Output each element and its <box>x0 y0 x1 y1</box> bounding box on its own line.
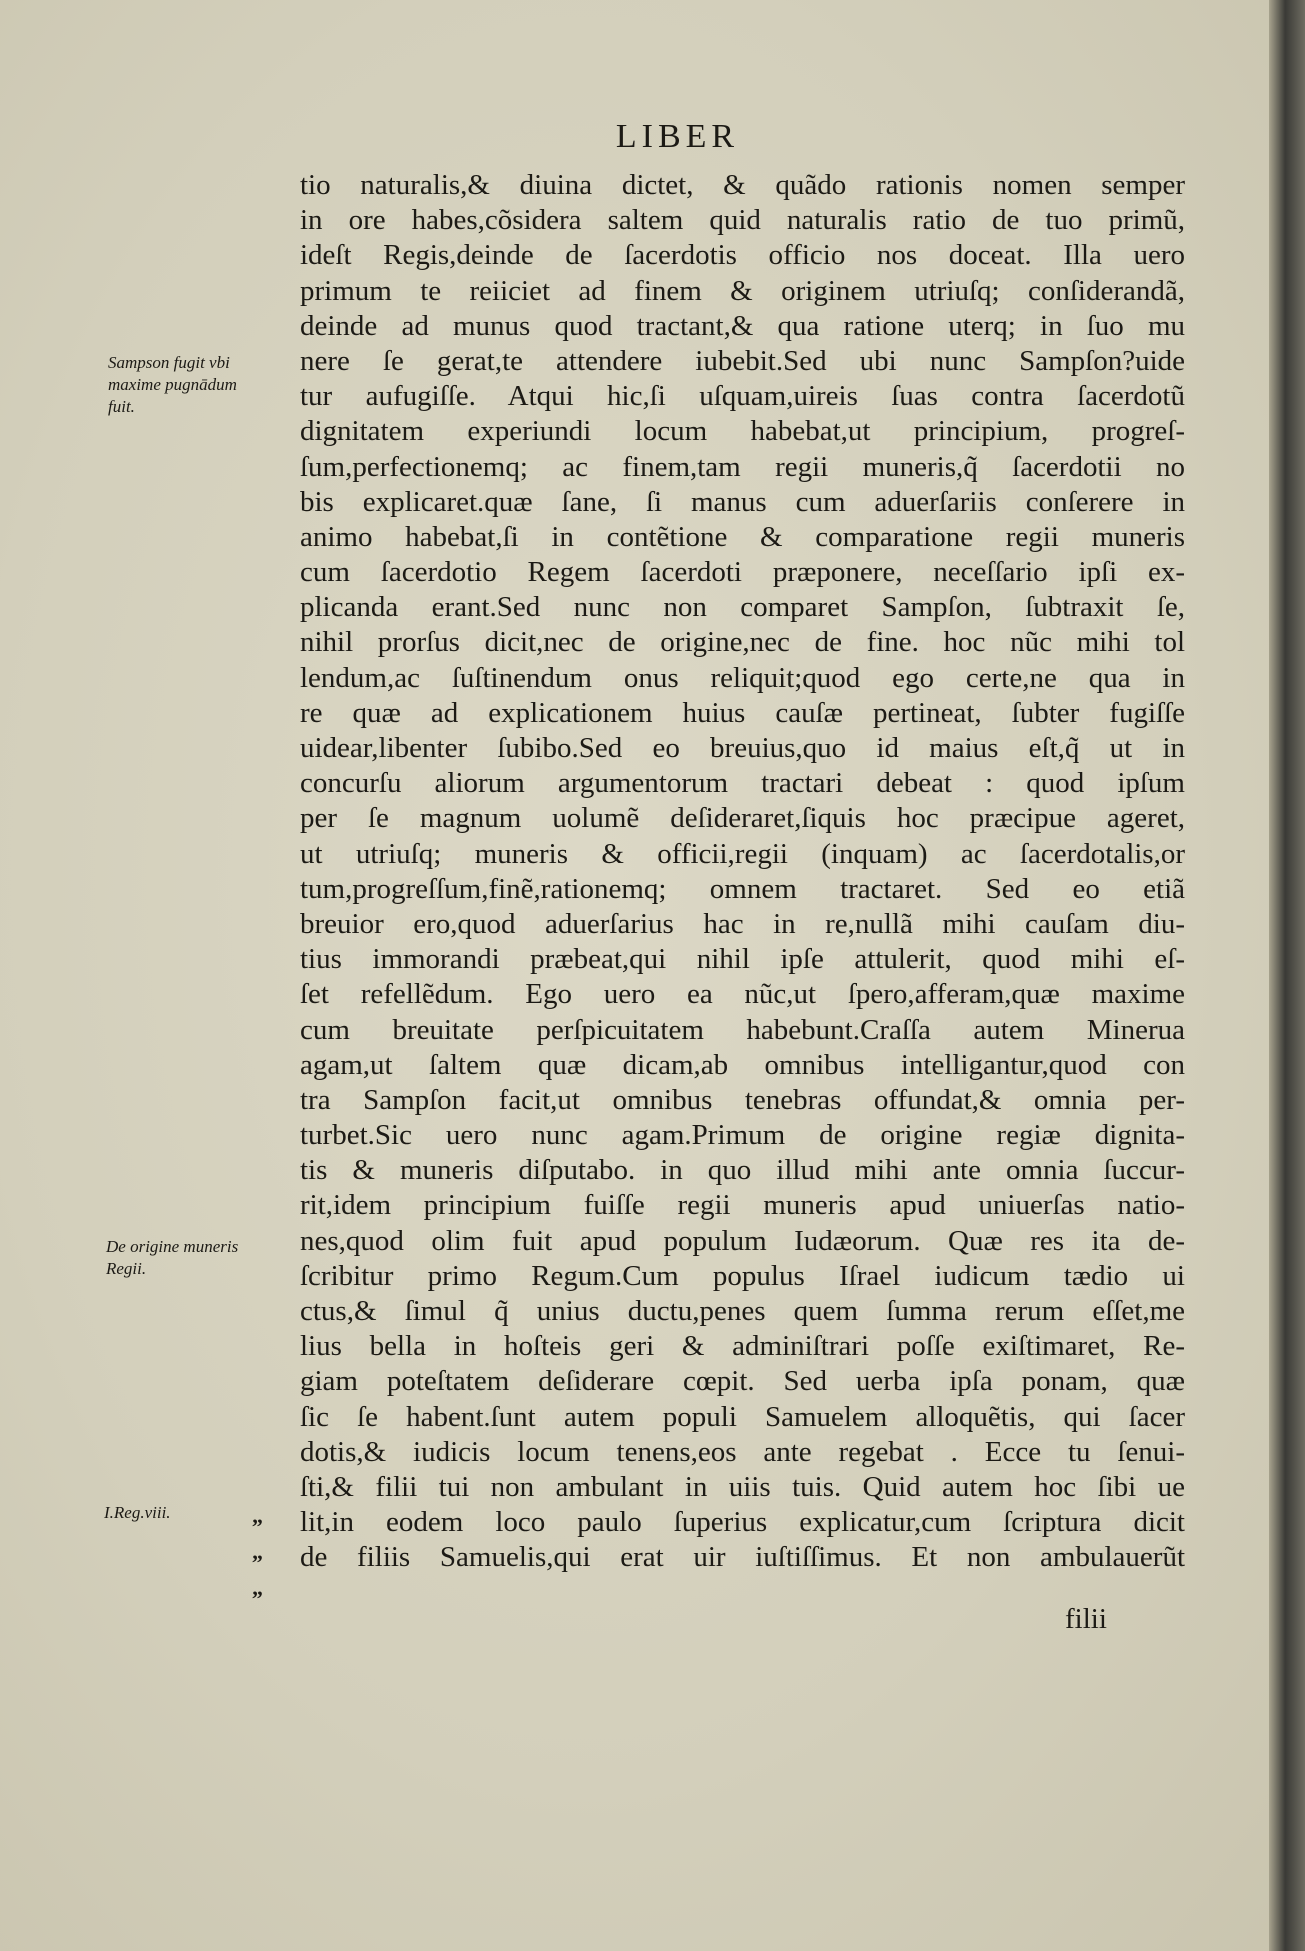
text-line: tra Sampſon facit,ut omnibus tenebras offundat,& omnia per- <box>300 1083 1185 1116</box>
text-line: lendum,ac ſuſtinendum onus reliquit;quod ego certe,ne qua in <box>300 661 1185 694</box>
text-line: uidear,libenter ſubibo.Sed eo breuius,quo id maius eſt,q̃ ut in <box>300 732 1185 764</box>
text-line: lit,in eodem loco paulo ſuperius explicatur,cum ſcriptura dicit <box>300 1506 1185 1539</box>
margin-note-line: maxime pugnādum <box>108 375 237 394</box>
text-line: in ore habes,cõsidera saltem quid naturalis ratio de tuo primũ, <box>300 204 1185 237</box>
text-line: de filiis Samuelis,qui erat uir iuſtiſſimus. Et non ambulauerũt <box>300 1541 1185 1574</box>
text-line: lius bella in hoſteis geri & adminiſtrari poſſe exiſtimaret, Re- <box>300 1330 1185 1363</box>
quote-mark: „ <box>252 1503 263 1528</box>
text-line: rit,idem principium fuiſſe regii muneris apud uniuerſas natio- <box>300 1189 1185 1222</box>
book-gutter <box>1269 0 1305 1951</box>
main-text-block <box>300 168 1185 1576</box>
text-line: tum,progreſſum,finẽ,rationemq; omnem tractaret. Sed eo etiã <box>300 872 1185 905</box>
text-line: ut utriuſq; muneris & officii,regii (inquam) ac ſacerdotalis,or <box>300 837 1185 870</box>
text-line: turbet.Sic uero nunc agam.Primum de origine regiæ dignita- <box>300 1119 1185 1152</box>
text-line: plicanda erant.Sed nunc non comparet Sampſon, ſubtraxit ſe, <box>300 591 1185 624</box>
quote-mark: „ <box>252 1539 263 1564</box>
text-line: cum breuitate perſpicuitatem habebunt.Craſſa autem Minerua <box>300 1013 1185 1046</box>
text-line: ſic ſe habent.ſunt autem populi Samuelem alloquẽtis, qui ſacer <box>300 1400 1185 1433</box>
text-line: dotis,& iudicis locum tenens,eos ante regebat . Ecce tu ſenui- <box>300 1435 1185 1468</box>
running-head: LIBER <box>615 118 740 155</box>
text-line: cum ſacerdotio Regem ſacerdoti præponere, neceſſario ipſi ex- <box>300 556 1185 589</box>
text-line: breuior ero,quod aduerſarius hac in re,nullã mihi cauſam diu- <box>300 907 1185 940</box>
text-line: agam,ut ſaltem quæ dicam,ab omnibus intelligantur,quod con <box>300 1048 1185 1081</box>
text-line: ſet refellẽdum. Ego uero ea nũc,ut ſpero,afferam,quæ maxime <box>300 978 1185 1011</box>
text-line: ſum,perfectionemq; ac finem,tam regii muneris,q̃ ſacerdotii no <box>300 450 1185 483</box>
text-line: ideſt Regis,deinde de ſacerdotis officio nos doceat. Illa uero <box>300 239 1185 272</box>
text-line: ctus,& ſimul q̃ unius ductu,penes quem ſumma rerum eſſet,me <box>300 1295 1185 1327</box>
text-line: primum te reiiciet ad finem & originem utriuſq; conſiderandã, <box>300 274 1185 307</box>
text-line: animo habebat,ſi in contẽtione & comparatione regii muneris <box>300 520 1185 553</box>
text-line: re quæ ad explicationem huius cauſæ pertineat, ſubter fugiſſe <box>300 696 1185 729</box>
margin-note-line: I.Reg.viii. <box>104 1503 171 1522</box>
text-line: ſti,& filii tui non ambulant in uiis tuis. Quid autem hoc ſibi ue <box>300 1470 1185 1503</box>
margin-note-line: fuit. <box>108 397 135 416</box>
text-line: dignitatem experiundi locum habebat,ut principium, progreſ- <box>300 415 1185 448</box>
text-line: tio naturalis,& diuina dictet, & quãdo rationis nomen semper <box>300 169 1185 201</box>
text-line: bis explicaret.quæ ſane, ſi manus cum aduerſariis conſerere in <box>300 485 1185 518</box>
text-line: giam poteſtatem deſiderare cœpit. Sed uerba ipſa ponam, quæ <box>300 1365 1185 1398</box>
catchword: filii <box>1065 1603 1107 1635</box>
text-line: nere ſe gerat,te attendere iubebit.Sed ubi nunc Sampſon?uide <box>300 344 1185 377</box>
text-line: nihil prorſus dicit,nec de origine,nec de fine. hoc nũc mihi tol <box>300 626 1185 659</box>
text-line: nes,quod olim fuit apud populum Iudæorum. Quæ res ita de- <box>300 1224 1185 1257</box>
text-line: concurſu aliorum argumentorum tractari debeat : quod ipſum <box>300 767 1185 800</box>
margin-note-sampson <box>108 352 288 418</box>
text-line: ſcribitur primo Regum.Cum populus Iſrael iudicum tædio ui <box>300 1259 1185 1292</box>
text-line: per ſe magnum uolumẽ deſideraret,ſiquis hoc præcipue ageret, <box>300 802 1185 835</box>
text-line: tis & muneris diſputabo. in quo illud mihi ante omnia ſuccur- <box>300 1154 1185 1187</box>
margin-note-line: De origine muneris <box>106 1237 239 1256</box>
text-line: tius immorandi præbeat,qui nihil ipſe attulerit, quod mihi eſ- <box>300 943 1185 976</box>
margin-note-line: Sampson fugit vbi <box>108 353 230 372</box>
margin-note-origin <box>106 1236 286 1280</box>
quote-mark: „ <box>252 1575 263 1600</box>
text-line: deinde ad munus quod tractant,& qua ratione uterq; in ſuo mu <box>300 309 1185 342</box>
text-line: tur aufugiſſe. Atqui hic,ſi uſquam,uireis ſuas contra ſacerdotũ <box>300 380 1185 413</box>
margin-note-line: Regii. <box>106 1259 147 1278</box>
